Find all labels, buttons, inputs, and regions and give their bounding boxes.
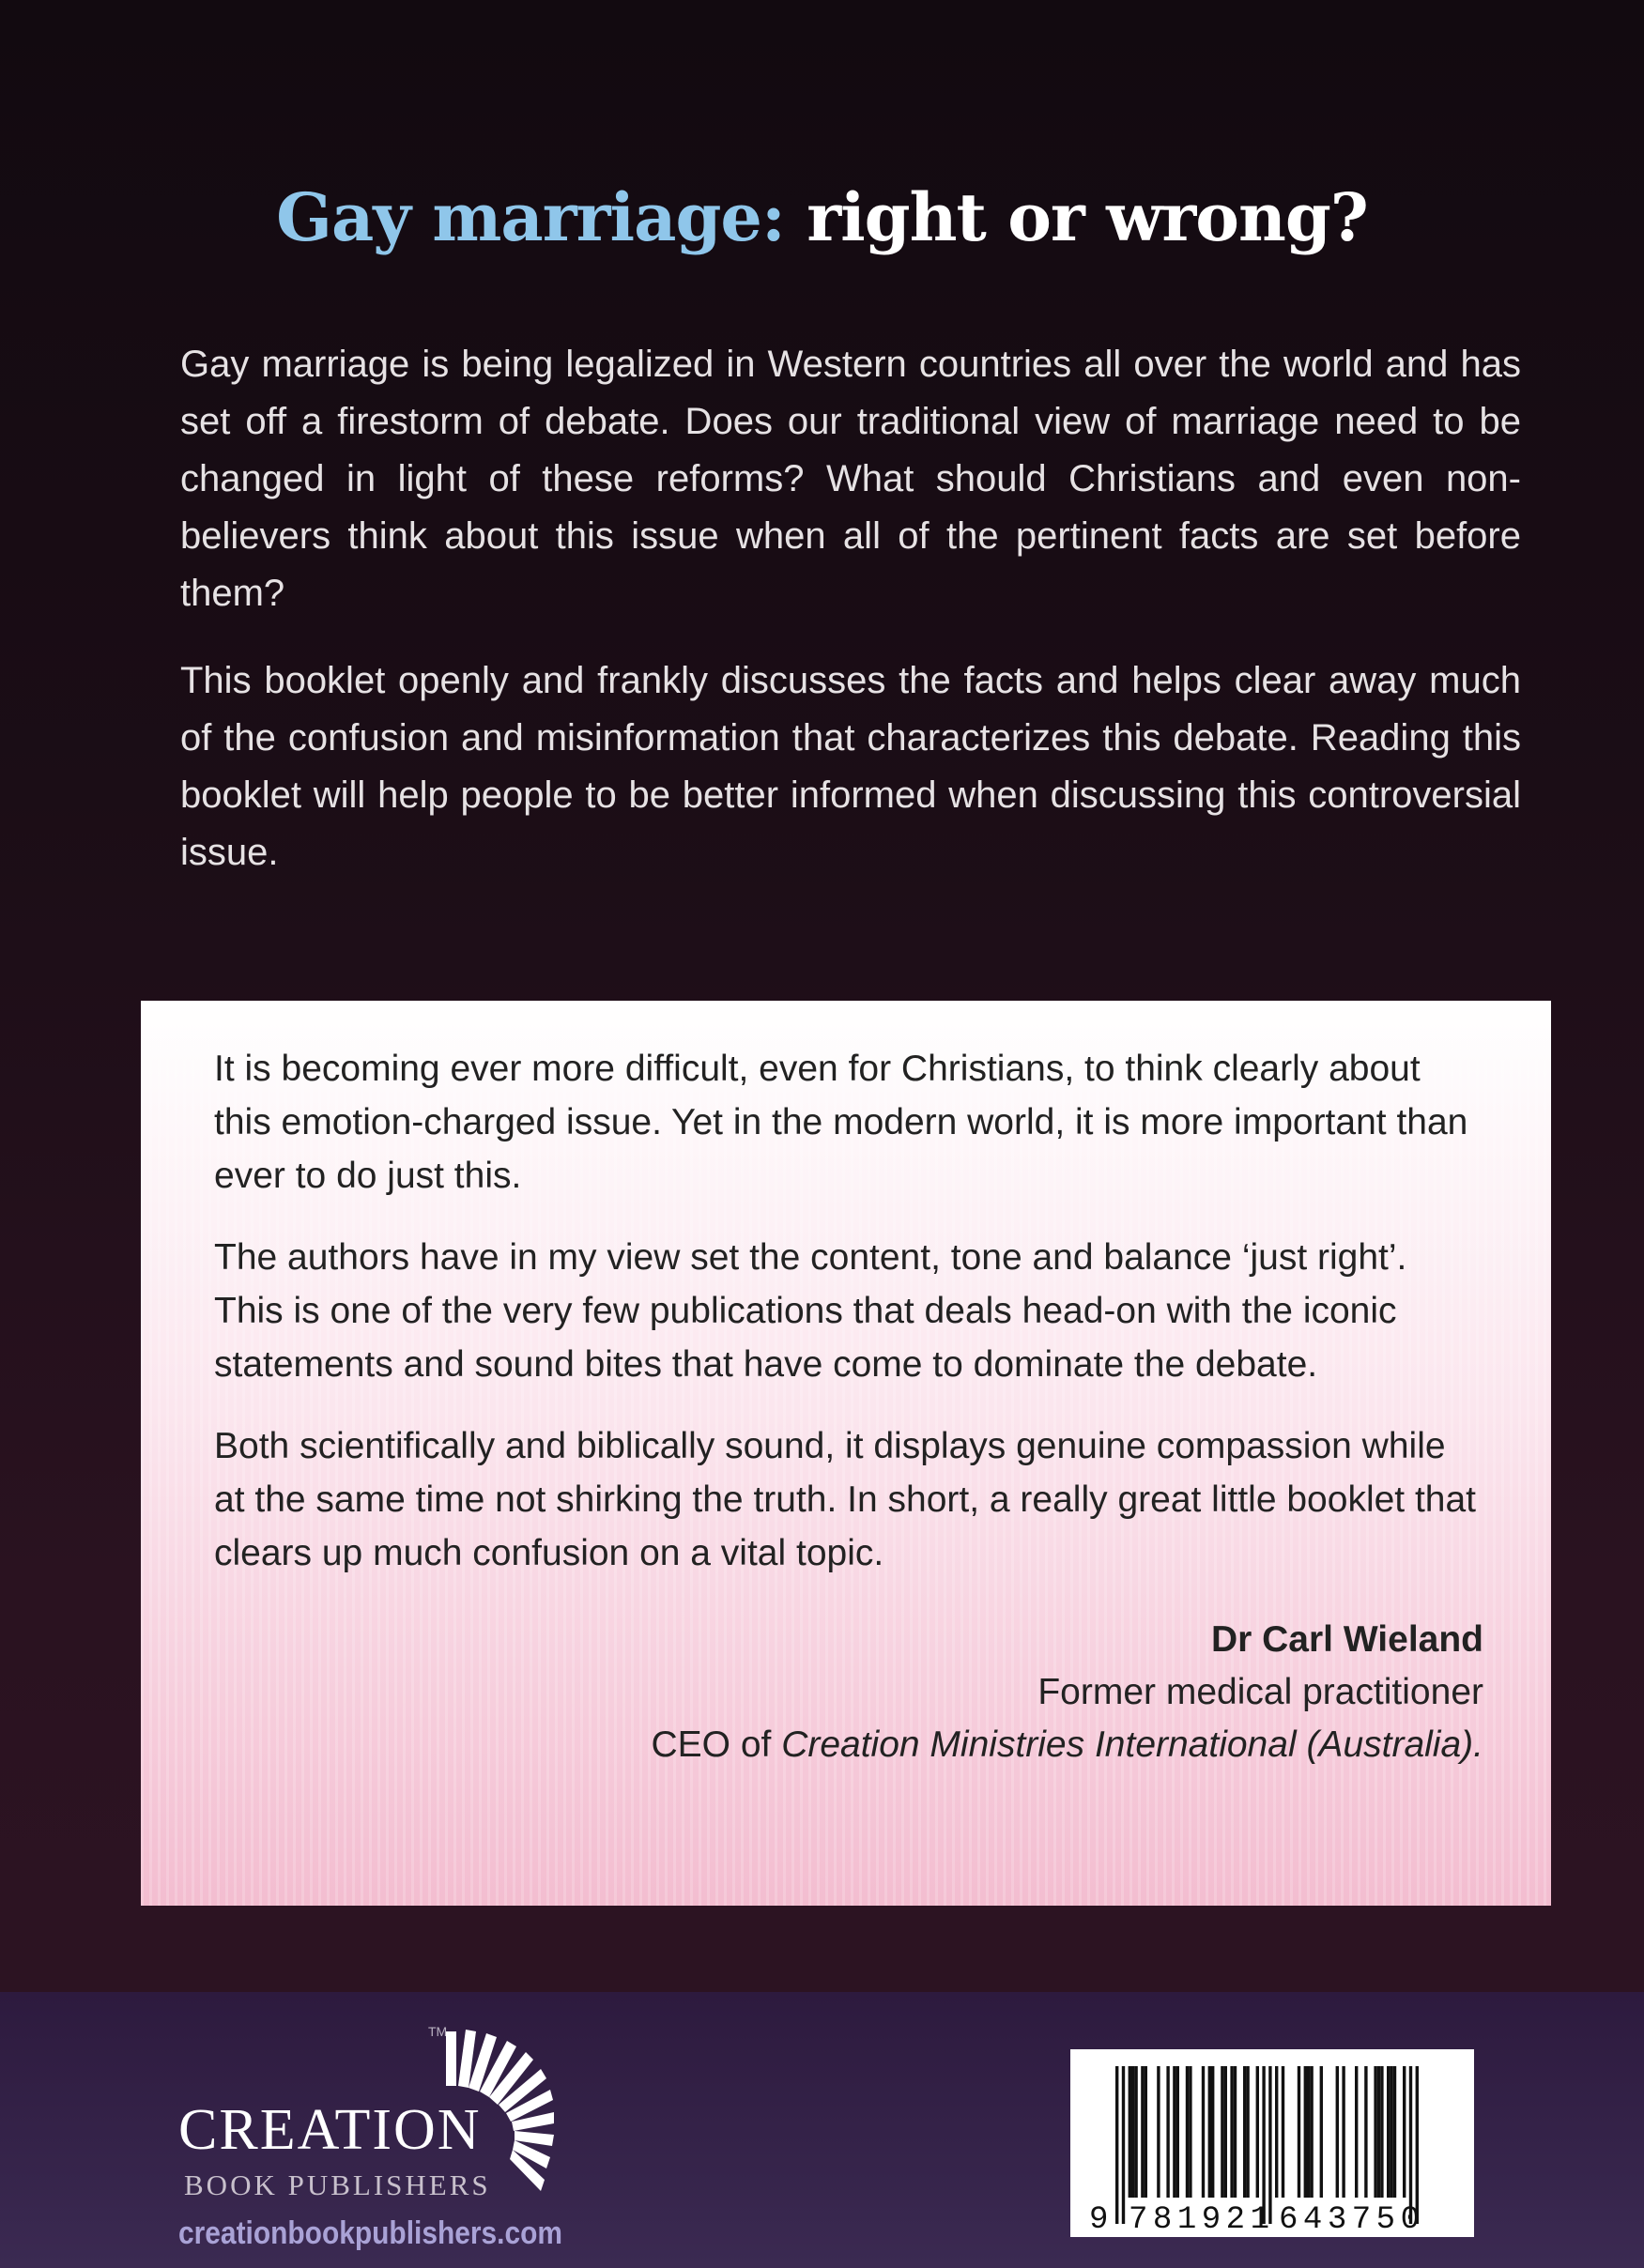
barcode-bar — [1176, 2066, 1179, 2198]
barcode-bar — [1122, 2066, 1125, 2224]
barcode-bar — [1307, 2066, 1310, 2198]
cover-title — [0, 178, 1644, 256]
author-org-prefix: CEO of — [651, 1724, 782, 1765]
publisher-logo — [178, 2020, 620, 2227]
barcode-bar — [1310, 2066, 1313, 2198]
barcode-bar — [1221, 2066, 1223, 2198]
trademark-mark: TM — [428, 2024, 448, 2039]
endorsement-paragraph-1: It is becoming ever more difficult, even for Christians, to think clearly about this emotion-charged issue. Yet in the modern world, it is more important than ever to do just this. — [214, 1049, 1468, 1196]
barcode-bar — [1189, 2066, 1191, 2198]
barcode-bar — [1282, 2066, 1284, 2198]
barcode-bar — [1342, 2066, 1344, 2198]
logo-wordmark: CREATION — [178, 2098, 482, 2162]
barcode-bar — [1157, 2066, 1160, 2198]
logo-subtitle: BOOK PUBLISHERS — [184, 2168, 491, 2201]
endorsement-signature — [214, 1614, 1483, 1771]
barcode-bar — [1246, 2066, 1249, 2198]
barcode-bar — [1374, 2066, 1376, 2198]
barcode-bar — [1166, 2066, 1169, 2198]
barcode-bar — [1145, 2066, 1147, 2198]
publisher-url: creationbookpublishers.com — [178, 2215, 562, 2251]
barcode-bar — [1256, 2066, 1259, 2198]
barcode-bar — [1208, 2066, 1211, 2198]
barcode-bar — [1115, 2066, 1118, 2224]
barcode-bar — [1243, 2066, 1246, 2198]
barcode-bar — [1380, 2066, 1383, 2198]
barcode-bar — [1393, 2066, 1396, 2198]
author-name: Dr Carl Wieland — [1210, 1619, 1483, 1660]
barcode-bar — [1403, 2066, 1406, 2198]
barcode-bar — [1234, 2066, 1237, 2198]
barcode-bar — [1387, 2066, 1390, 2198]
barcode-bar — [1416, 2066, 1419, 2224]
barcode-bar — [1336, 2066, 1339, 2198]
barcode-digits-group-1: 781921 — [1129, 2202, 1269, 2237]
endorsement-paragraph-2: The authors have in my view set the content, tone and balance ‘just right’. This is one of the very few publications that deals head-on with the iconic statements and sound bites that have come to dominate the debate. — [214, 1237, 1407, 1385]
title-part-2: right or wrong? — [807, 178, 1368, 256]
author-role: Former medical practitioner — [1037, 1672, 1483, 1712]
barcode-bar — [1364, 2066, 1367, 2198]
barcode-bar — [1355, 2066, 1358, 2198]
barcode-bar — [1268, 2066, 1271, 2224]
barcode-bar — [1129, 2066, 1131, 2198]
barcode-bar — [1262, 2066, 1265, 2224]
barcode-bar — [1131, 2066, 1134, 2198]
barcode-bar — [1141, 2066, 1144, 2198]
author-org: Creation Ministries International (Australia). — [781, 1724, 1483, 1765]
barcode-bar — [1224, 2066, 1227, 2198]
barcode-bar — [1377, 2066, 1380, 2198]
barcode-bar — [1173, 2066, 1175, 2198]
barcode-bar — [1298, 2066, 1300, 2198]
barcode-bars — [1070, 2049, 1474, 2237]
barcode-bar — [1275, 2066, 1278, 2198]
barcode-bar — [1211, 2066, 1214, 2198]
barcode-bar — [1134, 2066, 1137, 2198]
barcode-bar — [1304, 2066, 1307, 2198]
isbn-barcode — [1070, 2049, 1474, 2237]
barcode-bar — [1390, 2066, 1392, 2198]
barcode-bar — [1186, 2066, 1189, 2198]
barcode-bar — [1230, 2066, 1233, 2198]
barcode-bar — [1320, 2066, 1323, 2198]
blurb — [180, 336, 1521, 912]
blurb-paragraph-1: Gay marriage is being legalized in Western countries all over the world and has set off a firestorm of debate. Does our traditional view of marriage need to be changed in light of these reforms? What should Christians and even non-believers think about this issue when all of the pertinent facts are set before them? — [180, 344, 1521, 614]
barcode-lead-digit: 9 — [1089, 2202, 1109, 2237]
barcode-bar — [1202, 2066, 1205, 2198]
author-org-line — [214, 1719, 1483, 1771]
endorsement-box — [141, 1001, 1551, 1906]
barcode-bar — [1409, 2066, 1412, 2224]
blurb-paragraph-2: This booklet openly and frankly discusses the facts and helps clear away much of the confusion and misinformation that characterizes this debate. Reading this booklet will help people to be better informed when discussing this controversial issue. — [180, 660, 1521, 873]
barcode-digits-group-2: 643750 — [1279, 2202, 1420, 2237]
title-part-1: Gay marriage: — [276, 178, 785, 256]
endorsement-paragraph-3: Both scientifically and biblically sound, it displays genuine compassion while at the same time not shirking the truth. In short, a really great little booklet that clears up much confusion on a vital topic. — [214, 1426, 1477, 1573]
